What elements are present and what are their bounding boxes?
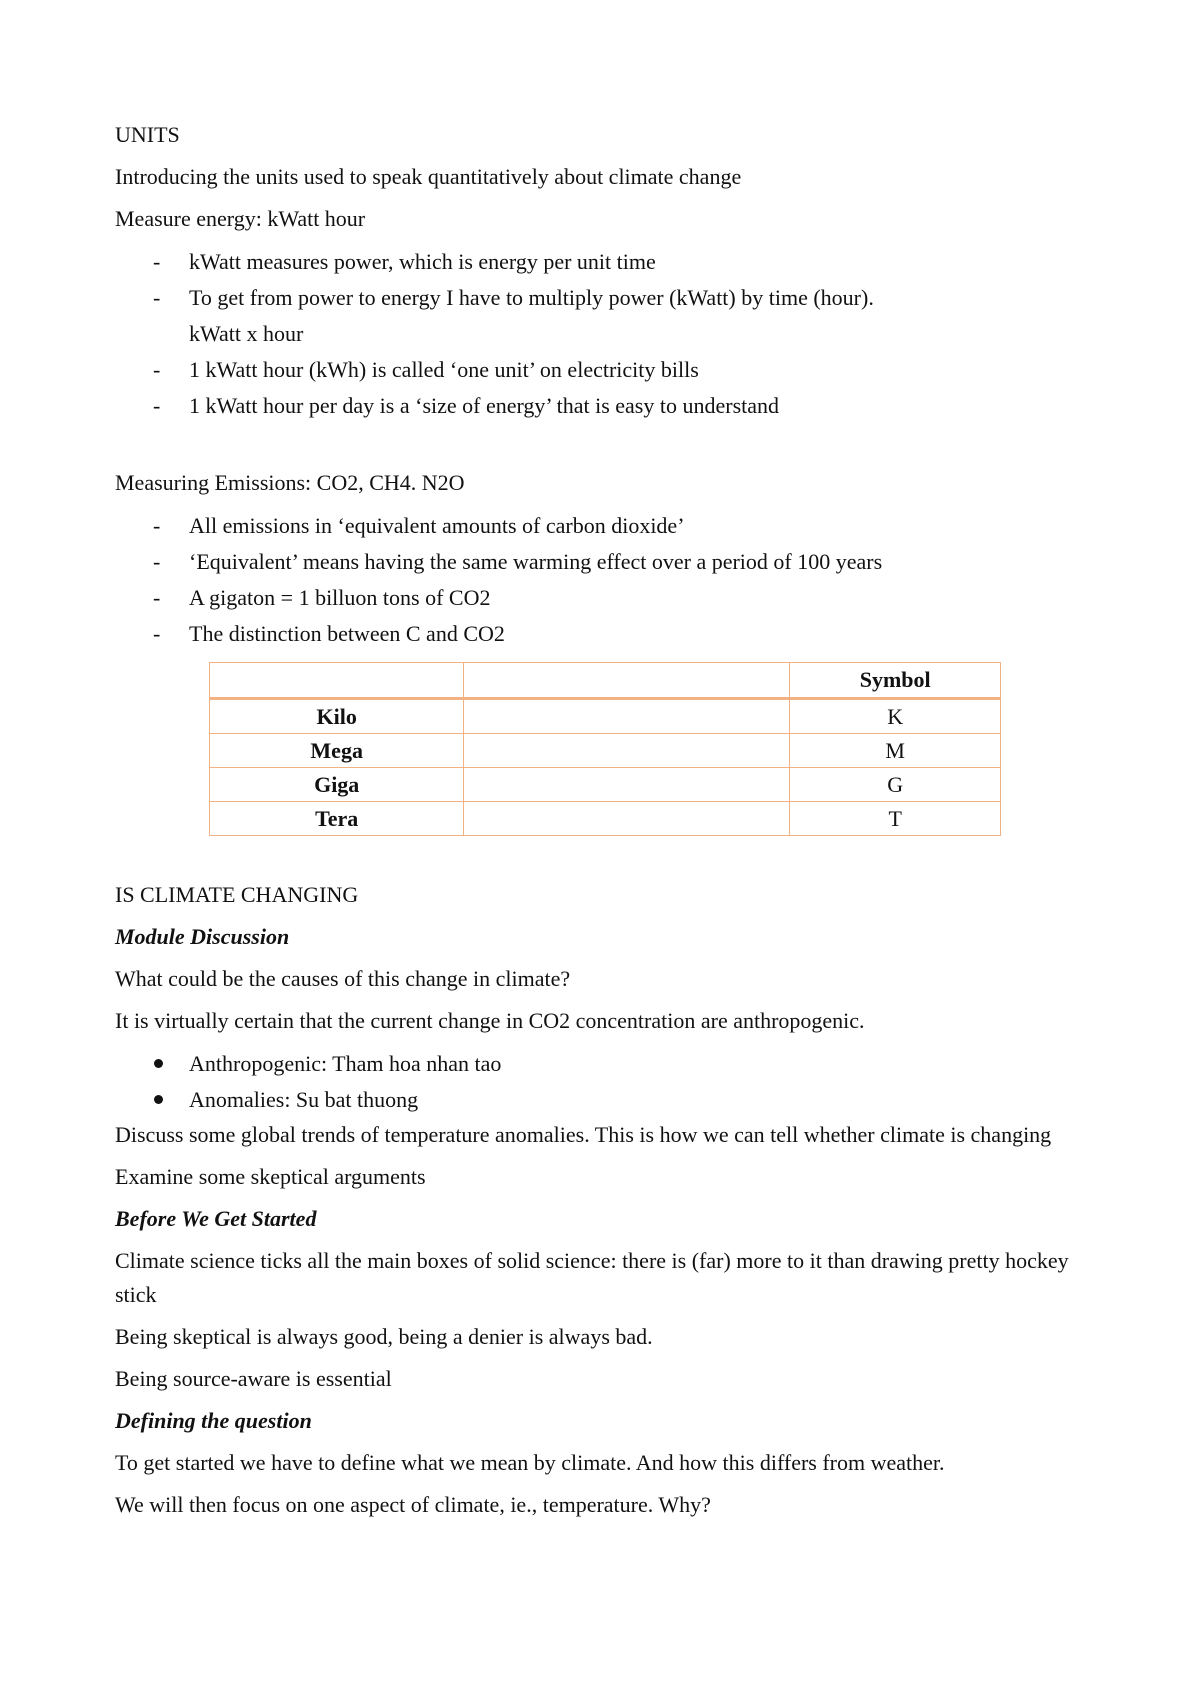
empty-cell xyxy=(464,734,790,768)
empty-cell xyxy=(464,768,790,802)
list-item xyxy=(115,1082,1075,1118)
table-row xyxy=(210,802,1001,836)
list-item-text: To get from power to energy I have to multiply power (kWatt) by time (hour). xyxy=(189,285,874,310)
list-item-continuation: kWatt x hour xyxy=(189,321,304,346)
skeptical-paragraph: Being skeptical is always good, being a denier is always bad. xyxy=(115,1324,653,1349)
glossary-list xyxy=(115,1046,1075,1118)
spacer xyxy=(115,836,1075,878)
unit-prefix-table xyxy=(209,662,1001,836)
dash-marker: - xyxy=(153,357,161,382)
list-item xyxy=(115,280,1075,352)
table-header-symbol: Symbol xyxy=(790,663,1001,699)
list-item-text: The distinction between C and CO2 xyxy=(189,621,505,646)
list-item xyxy=(115,388,1075,424)
defining-question-heading: Defining the question xyxy=(115,1408,312,1433)
table-row xyxy=(210,699,1001,734)
source-aware-paragraph: Being source-aware is essential xyxy=(115,1366,392,1391)
prefix-cell: Mega xyxy=(210,734,464,768)
module-discussion-heading: Module Discussion xyxy=(115,924,290,949)
list-item xyxy=(115,508,1075,544)
spacer xyxy=(115,424,1075,466)
prefix-cell: Tera xyxy=(210,802,464,836)
table-header-cell xyxy=(464,663,790,699)
emissions-heading: Measuring Emissions: CO2, CH4. N2O xyxy=(115,470,465,495)
symbol-cell: T xyxy=(790,802,1001,836)
empty-cell xyxy=(464,802,790,836)
dash-marker: - xyxy=(153,393,161,418)
list-item xyxy=(115,616,1075,652)
list-item-text: Anthropogenic: Tham hoa nhan tao xyxy=(189,1051,502,1076)
list-item xyxy=(115,1046,1075,1082)
units-intro: Introducing the units used to speak quantitatively about climate change xyxy=(115,164,742,189)
symbol-cell: G xyxy=(790,768,1001,802)
document-page xyxy=(115,118,1075,1530)
examine-paragraph: Examine some skeptical arguments xyxy=(115,1164,426,1189)
discuss-paragraph: Discuss some global trends of temperature anomalies. This is how we can tell whether climate is changing xyxy=(115,1122,1052,1147)
list-item-text: All emissions in ‘equivalent amounts of carbon dioxide’ xyxy=(189,513,685,538)
focus-paragraph: We will then focus on one aspect of climate, ie., temperature. Why? xyxy=(115,1492,711,1517)
dash-marker: - xyxy=(153,621,161,646)
bullet-icon xyxy=(154,1059,163,1068)
emissions-list xyxy=(115,508,1075,652)
table-row xyxy=(210,734,1001,768)
list-item-text: kWatt measures power, which is energy per unit time xyxy=(189,249,656,274)
energy-heading: Measure energy: kWatt hour xyxy=(115,206,366,231)
define-paragraph: To get started we have to define what we mean by climate. And how this differs from weather. xyxy=(115,1450,945,1475)
before-started-heading: Before We Get Started xyxy=(115,1206,317,1231)
energy-list xyxy=(115,244,1075,424)
table-header-row xyxy=(210,663,1001,699)
prefix-cell: Kilo xyxy=(210,699,464,734)
dash-marker: - xyxy=(153,513,161,538)
dash-marker: - xyxy=(153,249,161,274)
section-title-climate: IS CLIMATE CHANGING xyxy=(115,882,359,907)
prefix-cell: Giga xyxy=(210,768,464,802)
list-item-text: A gigaton = 1 billuon tons of CO2 xyxy=(189,585,491,610)
dash-marker: - xyxy=(153,585,161,610)
list-item-text: Anomalies: Su bat thuong xyxy=(189,1087,419,1112)
symbol-cell: K xyxy=(790,699,1001,734)
dash-marker: - xyxy=(153,549,161,574)
list-item xyxy=(115,244,1075,280)
causes-question: What could be the causes of this change in climate? xyxy=(115,966,571,991)
table-row xyxy=(210,768,1001,802)
table-header-cell xyxy=(210,663,464,699)
list-item xyxy=(115,544,1075,580)
empty-cell xyxy=(464,699,790,734)
list-item-text: 1 kWatt hour per day is a ‘size of energy’ that is easy to understand xyxy=(189,393,780,418)
bullet-icon xyxy=(154,1095,163,1104)
symbol-cell: M xyxy=(790,734,1001,768)
list-item xyxy=(115,352,1075,388)
list-item-text: ‘Equivalent’ means having the same warming effect over a period of 100 years xyxy=(189,549,883,574)
list-item xyxy=(115,580,1075,616)
section-title-units: UNITS xyxy=(115,122,180,147)
list-item-text: 1 kWatt hour (kWh) is called ‘one unit’ on electricity bills xyxy=(189,357,699,382)
science-paragraph: Climate science ticks all the main boxes of solid science: there is (far) more to it than drawing pretty hockey stick xyxy=(115,1248,1069,1307)
anthropogenic-statement: It is virtually certain that the current change in CO2 concentration are anthropogenic. xyxy=(115,1008,865,1033)
dash-marker: - xyxy=(153,285,161,310)
